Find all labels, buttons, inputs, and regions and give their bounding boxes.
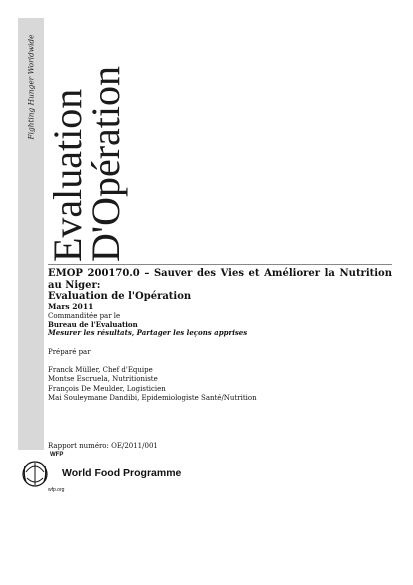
commissioned-by-label: Commanditée par le [48,312,121,320]
logo-acronym: WFP [50,452,64,458]
document-subtitle: Evaluation de l'Opération [48,291,192,302]
author-list [48,366,392,403]
report-number: Rapport numéro: OE/2011/001 [48,442,158,450]
document-main-title: EMOP 200170.0 – Sauver des Vies et Améliorer la Nutrition au Niger: [48,268,392,291]
author-item: Mai Souleymane Dandibi, Epidemiologiste Santé/Nutrition [48,393,257,402]
organization-name: World Food Programme [62,467,182,479]
author-item: François De Meulder, Logisticien [48,384,166,393]
title-line-1: Evaluation [45,88,90,262]
title-divider [48,264,392,265]
office-motto: Mesurer les résultats, Partager les leçons apprises [48,328,248,337]
author-item: Franck Müller, Chef d'Equipe [48,366,153,374]
prepared-by-label: Préparé par [48,348,91,356]
logo-url: wfp.org [48,487,65,493]
author-item: Montse Escruela, Nutritioniste [48,375,158,384]
evaluation-office: Bureau de l'Evaluation [48,320,138,329]
sidebar-slogan: Fighting Hunger Worldwide [26,34,36,140]
title-line-2: D'Opération [83,65,128,262]
document-date: Mars 2011 [48,302,94,311]
wfp-logo [22,452,65,494]
